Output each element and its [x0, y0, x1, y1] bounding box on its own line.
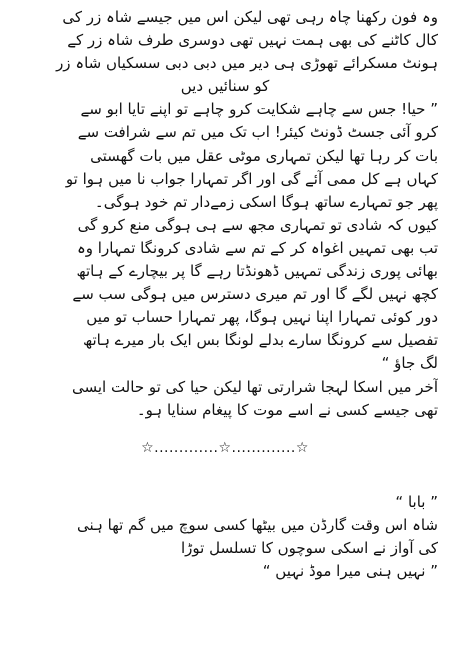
text-line: آخر میں اسکا لہجا شرارتی تھا لیکن حیا کی تو حالت ایسی	[71, 377, 438, 396]
text-line: کی آواز نے اسکی سوچوں کا تسلسل توڑا	[181, 538, 438, 557]
blank-line	[12, 468, 438, 491]
text-line: بات کر رہا تھا لیکن تمہاری موٹی عقل میں بات گھستی	[90, 146, 438, 165]
text-line: تب بھی تمہیں اغواہ کر کے تم سے شادی کرونگا تمہارا وہ	[76, 238, 438, 257]
text-line: تفصیل سے کرونگا سارے بدلے لونگا بس ایک بار میرے ہاتھ	[82, 331, 438, 350]
text-line: بھائی پوری زندگی تمہیں ڈھونڈتا رہے گا پر بیچارے کے ہاتھ	[76, 262, 438, 281]
text-line: کال کاٹنے کی بھی ہمت نہیں تھی دوسری طرف شاہ زر کے	[67, 31, 438, 50]
text-line: کرو آئی جسٹ ڈونٹ کیئر! اب تک میں تم سے شرافت سے	[77, 123, 438, 142]
text-line: کو سنائیں دیں	[180, 77, 270, 96]
text-line: لگ جاؤ “	[381, 354, 438, 373]
text-line: وہ فون رکھنا چاہ رہی تھی لیکن اس میں جیسے شاہ زر کی	[62, 8, 438, 26]
text-line: پھر جو تمہارے ساتھ ہوگا اسکی زمےدار تم خود ہوگی۔	[94, 192, 438, 211]
text-line: ” حیا! جس سے چاہے شکایت کرو چاہے تو اپنے تایا ابو سے	[80, 100, 438, 119]
text-line: ” بابا “	[395, 492, 438, 511]
text-line: ہونٹ مسکرائے تھوڑی ہی دیر میں دبی دبی سسکیاں شاہ زر	[56, 54, 438, 73]
text-line: ” نہیں ہنی میرا موڈ نہیں “	[262, 562, 438, 581]
text-line: کیوں کہ شادی تو تمہاری مجھ سے ہی ہوگی منع کرو گی	[77, 215, 438, 234]
text-line: کہاں ہے کل ممی آئے گی اور اگر تمہارا جواب نا میں ہوا تو	[65, 169, 438, 188]
text-line: تھی جیسے کسی نے اسے موت کا پیغام سنایا ہو۔	[136, 400, 438, 419]
text-line: دور کوئی تمہارا اپنا نہیں ہوگا، پھر تمہارا حساب تو میں	[86, 308, 438, 327]
text-line: شاہ اس وقت گارڈن میں بیٹھا کسی سوچ میں گم تھا ہنی	[77, 515, 438, 534]
story-text-bottom	[12, 468, 438, 583]
story-text-top	[12, 6, 438, 422]
scene-divider: ☆.............☆.............☆	[141, 439, 309, 456]
text-line: کچھ نہیں لگے گا اور تم میری دسترس میں ہوگی سب سے	[72, 285, 438, 304]
